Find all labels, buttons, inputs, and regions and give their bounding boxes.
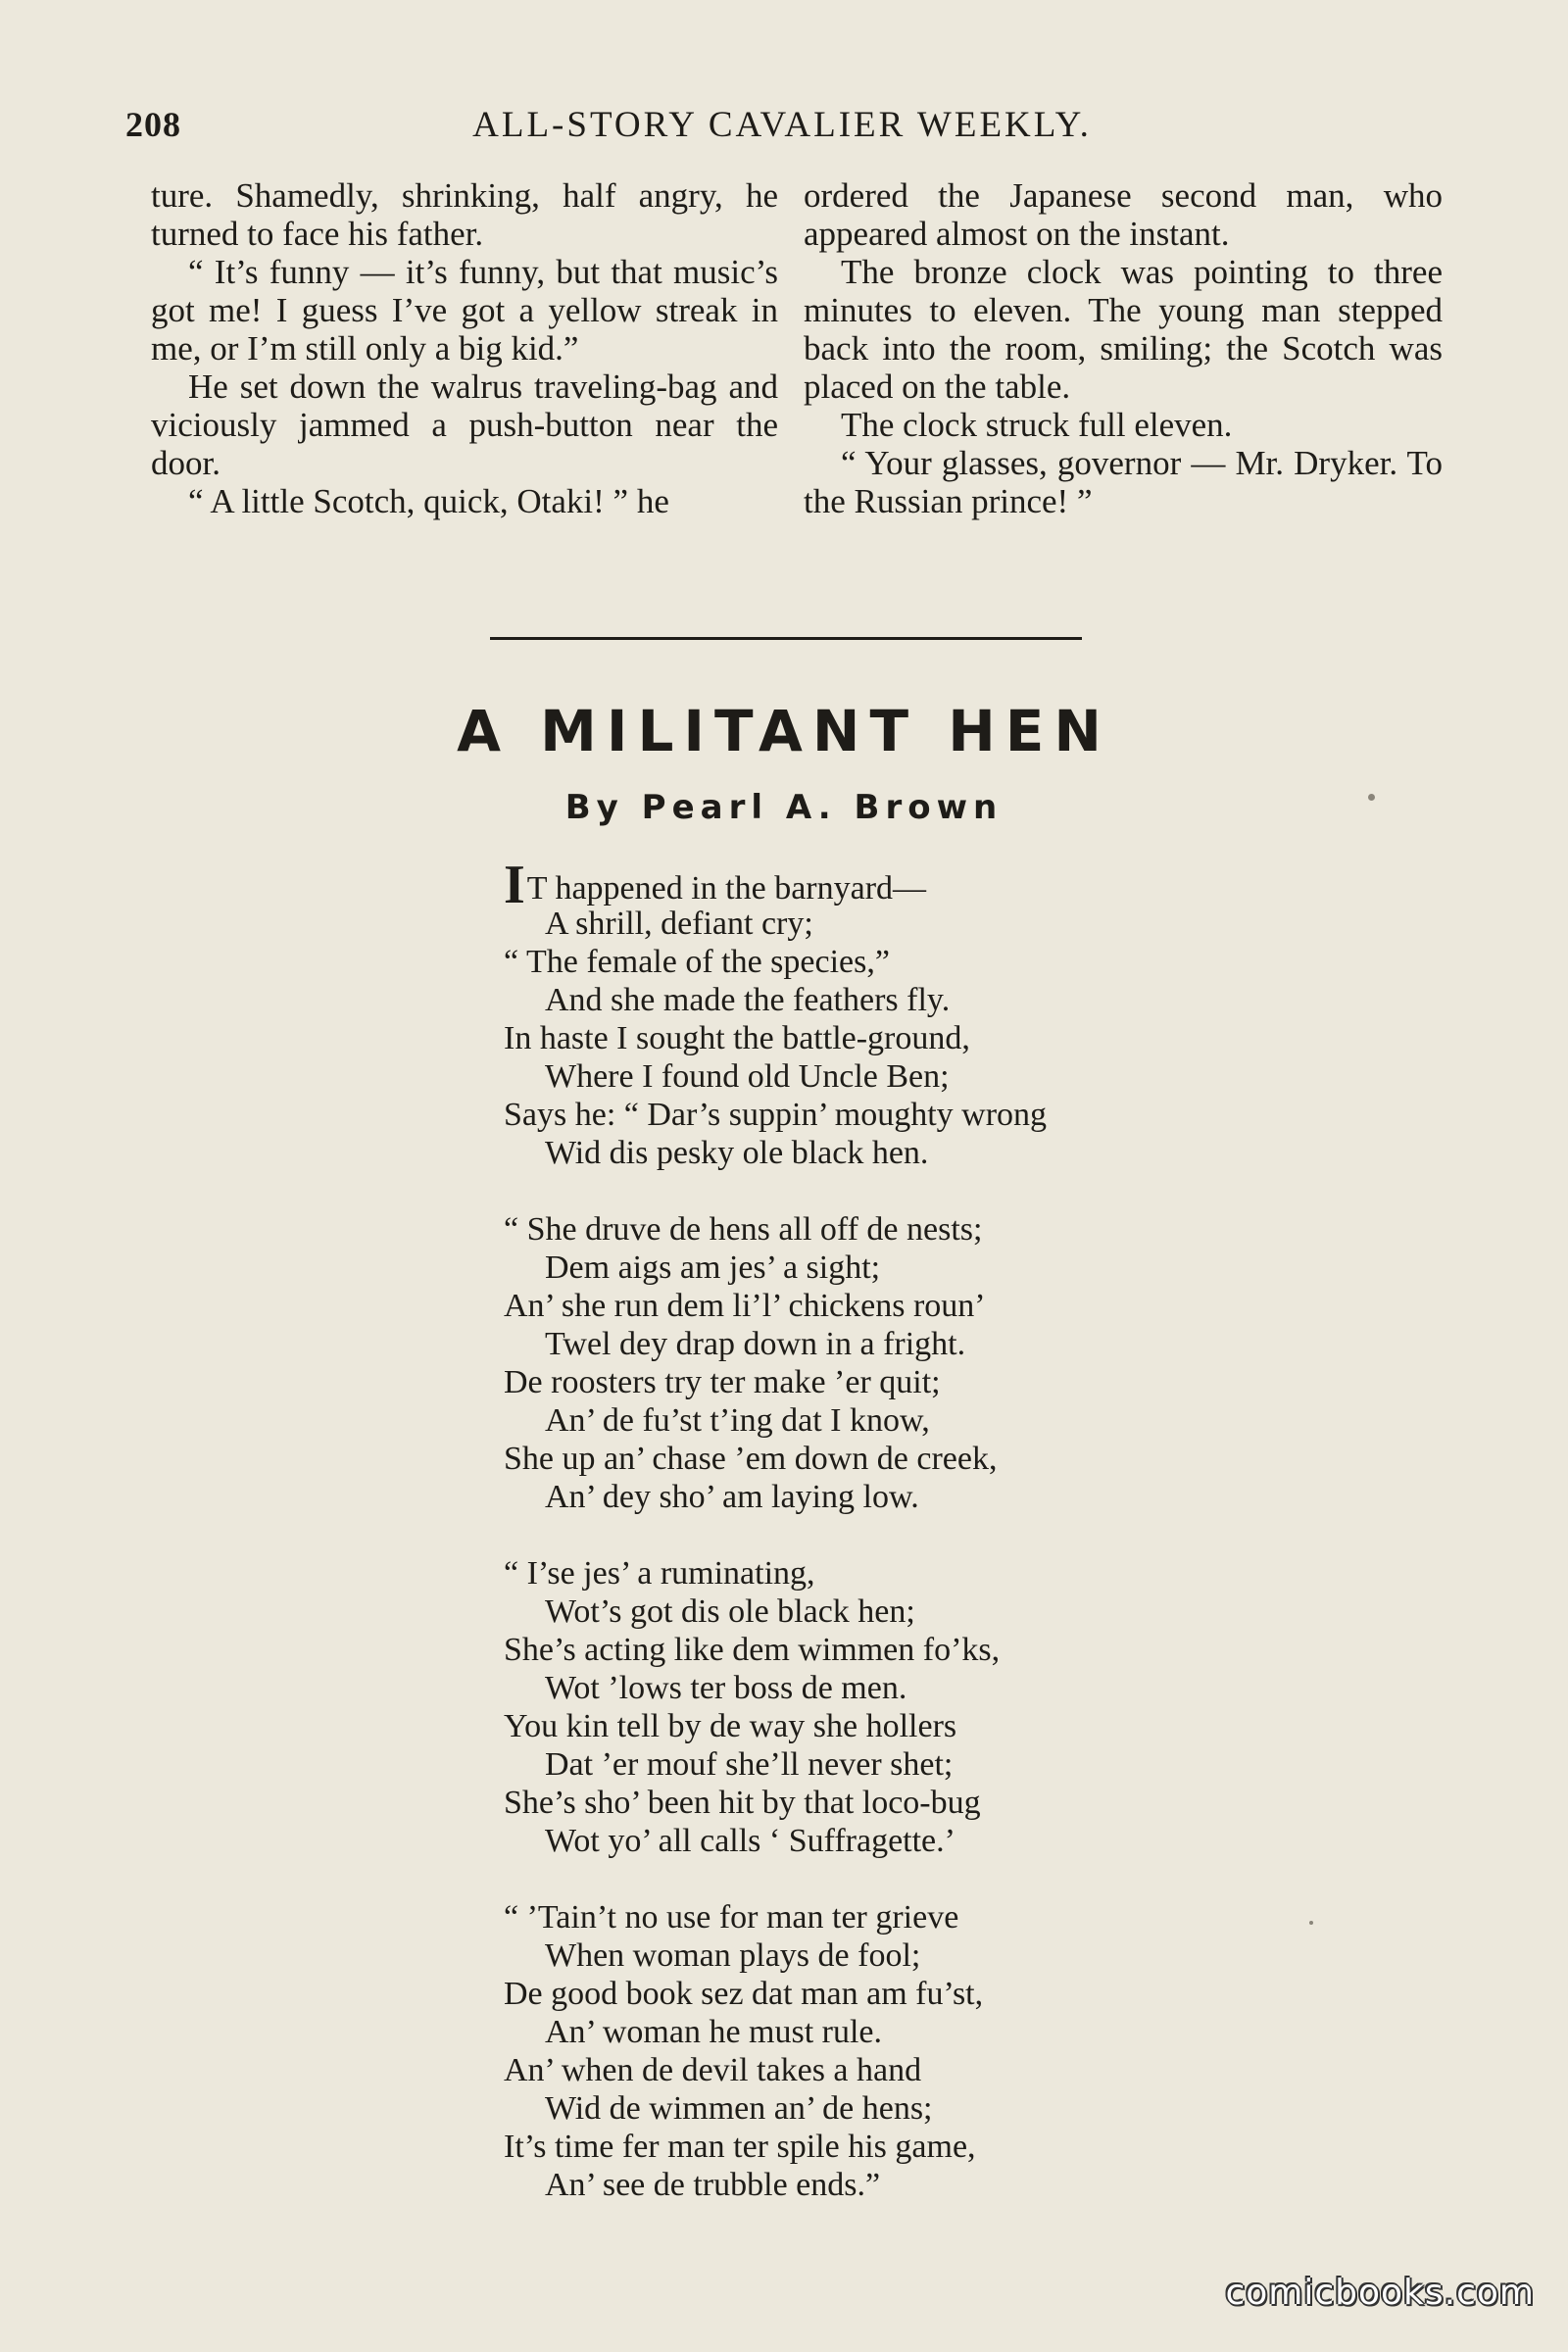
- poem-title: A MILITANT HEN: [457, 698, 1111, 764]
- poem-line: Wot’s got dis ole black hen;: [545, 1593, 915, 1630]
- stanza: [504, 1210, 1249, 1516]
- page-number: 208: [125, 105, 181, 144]
- poem-line: An’ dey sho’ am laying low.: [545, 1479, 919, 1515]
- poem-line: A shrill, defiant cry;: [545, 906, 813, 942]
- poem-line: “ She druve de hens all off de nests;: [504, 1211, 983, 1248]
- poem-line: De roosters try ter make ’er quit;: [504, 1364, 941, 1400]
- paragraph: ture. Shamedly, shrinking, half angry, he turned to face his father.: [151, 176, 778, 253]
- magazine-title: ALL-STORY CAVALIER WEEKLY.: [472, 105, 1092, 145]
- drop-cap: I: [504, 855, 525, 915]
- stanza: [504, 1898, 1249, 2204]
- poem-line: “ I’se jes’ a ruminating,: [504, 1555, 815, 1592]
- poem-line: “ The female of the species,”: [504, 944, 890, 980]
- poem-line: You kin tell by de way she hollers: [504, 1708, 957, 1744]
- poem-line: And she made the feathers fly.: [545, 982, 951, 1018]
- poem-line: [504, 855, 1249, 915]
- paragraph: ordered the Japanese second man, who appeared almost on the instant.: [804, 176, 1443, 253]
- poem-line: An’ when de devil takes a hand: [504, 2052, 922, 2088]
- poem-line: An’ she run dem li’l’ chickens roun’: [504, 1288, 986, 1324]
- poem-line: She’s acting like dem wimmen fo’ks,: [504, 1632, 1001, 1668]
- poem-line: It’s time fer man ter spile his game,: [504, 2129, 976, 2165]
- poem-line: Wot ’lows ter boss de men.: [545, 1670, 907, 1706]
- stanza: [504, 855, 1249, 1172]
- stanza: [504, 1554, 1249, 1860]
- poem-line: She’s sho’ been hit by that loco-bug: [504, 1785, 981, 1821]
- site-watermark: comicbooks.com: [1225, 2273, 1535, 2313]
- section-divider: [490, 637, 1082, 640]
- paragraph: The bronze clock was pointing to three minutes to eleven. The young man stepped back into the room, smiling; the Scotch was placed on the table.: [804, 253, 1443, 406]
- poem-line: Dat ’er mouf she’ll never shet;: [545, 1746, 954, 1783]
- poem-line: An’ woman he must rule.: [545, 2014, 883, 2050]
- poem-body: [504, 855, 1249, 2242]
- poem-line: Says he: “ Dar’s suppin’ moughty wrong: [504, 1097, 1048, 1133]
- poem-line: Twel dey drap down in a fright.: [545, 1326, 966, 1362]
- poem-line: An’ de fu’st t’ing dat I know,: [545, 1402, 930, 1439]
- poem-line: When woman plays de fool;: [545, 1937, 921, 1974]
- right-column: [804, 176, 1443, 520]
- poem-line: Dem aigs am jes’ a sight;: [545, 1250, 881, 1286]
- paragraph: He set down the walrus traveling-bag and viciously jammed a push-button near the door.: [151, 368, 778, 482]
- poem-byline: By Pearl A. Brown: [564, 788, 1004, 827]
- poem-line: Wot yo’ all calls ‘ Suffragette.’: [545, 1823, 956, 1859]
- paragraph: “ It’s funny — it’s funny, but that music’s got me! I guess I’ve got a yellow streak in me, or I’m still only a big kid.”: [151, 253, 778, 368]
- paragraph: “ Your glasses, governor — Mr. Dryker. To the Russian prince! ”: [804, 444, 1443, 520]
- paragraph: “ A little Scotch, quick, Otaki! ” he: [188, 482, 669, 520]
- poem-line: An’ see de trubble ends.”: [545, 2167, 881, 2203]
- poem-line: Where I found old Uncle Ben;: [545, 1058, 950, 1095]
- poem-line: De good book sez dat man am fu’st,: [504, 1976, 984, 2012]
- running-header: [125, 98, 1439, 157]
- paragraph: The clock struck full eleven.: [841, 406, 1233, 444]
- poem-line: Wid dis pesky ole black hen.: [545, 1135, 929, 1171]
- paper-speck: [1368, 794, 1375, 801]
- poem-line: In haste I sought the battle-ground,: [504, 1020, 970, 1056]
- poem-line: Wid de wimmen an’ de hens;: [545, 2090, 933, 2127]
- paper-speck: [1309, 1921, 1313, 1925]
- poem-line: “ ’Tain’t no use for man ter grieve: [504, 1899, 959, 1936]
- left-column: [151, 176, 778, 520]
- poem-line-text: T happened in the barnyard—: [526, 870, 927, 906]
- poem-line: She up an’ chase ’em down de creek,: [504, 1441, 998, 1477]
